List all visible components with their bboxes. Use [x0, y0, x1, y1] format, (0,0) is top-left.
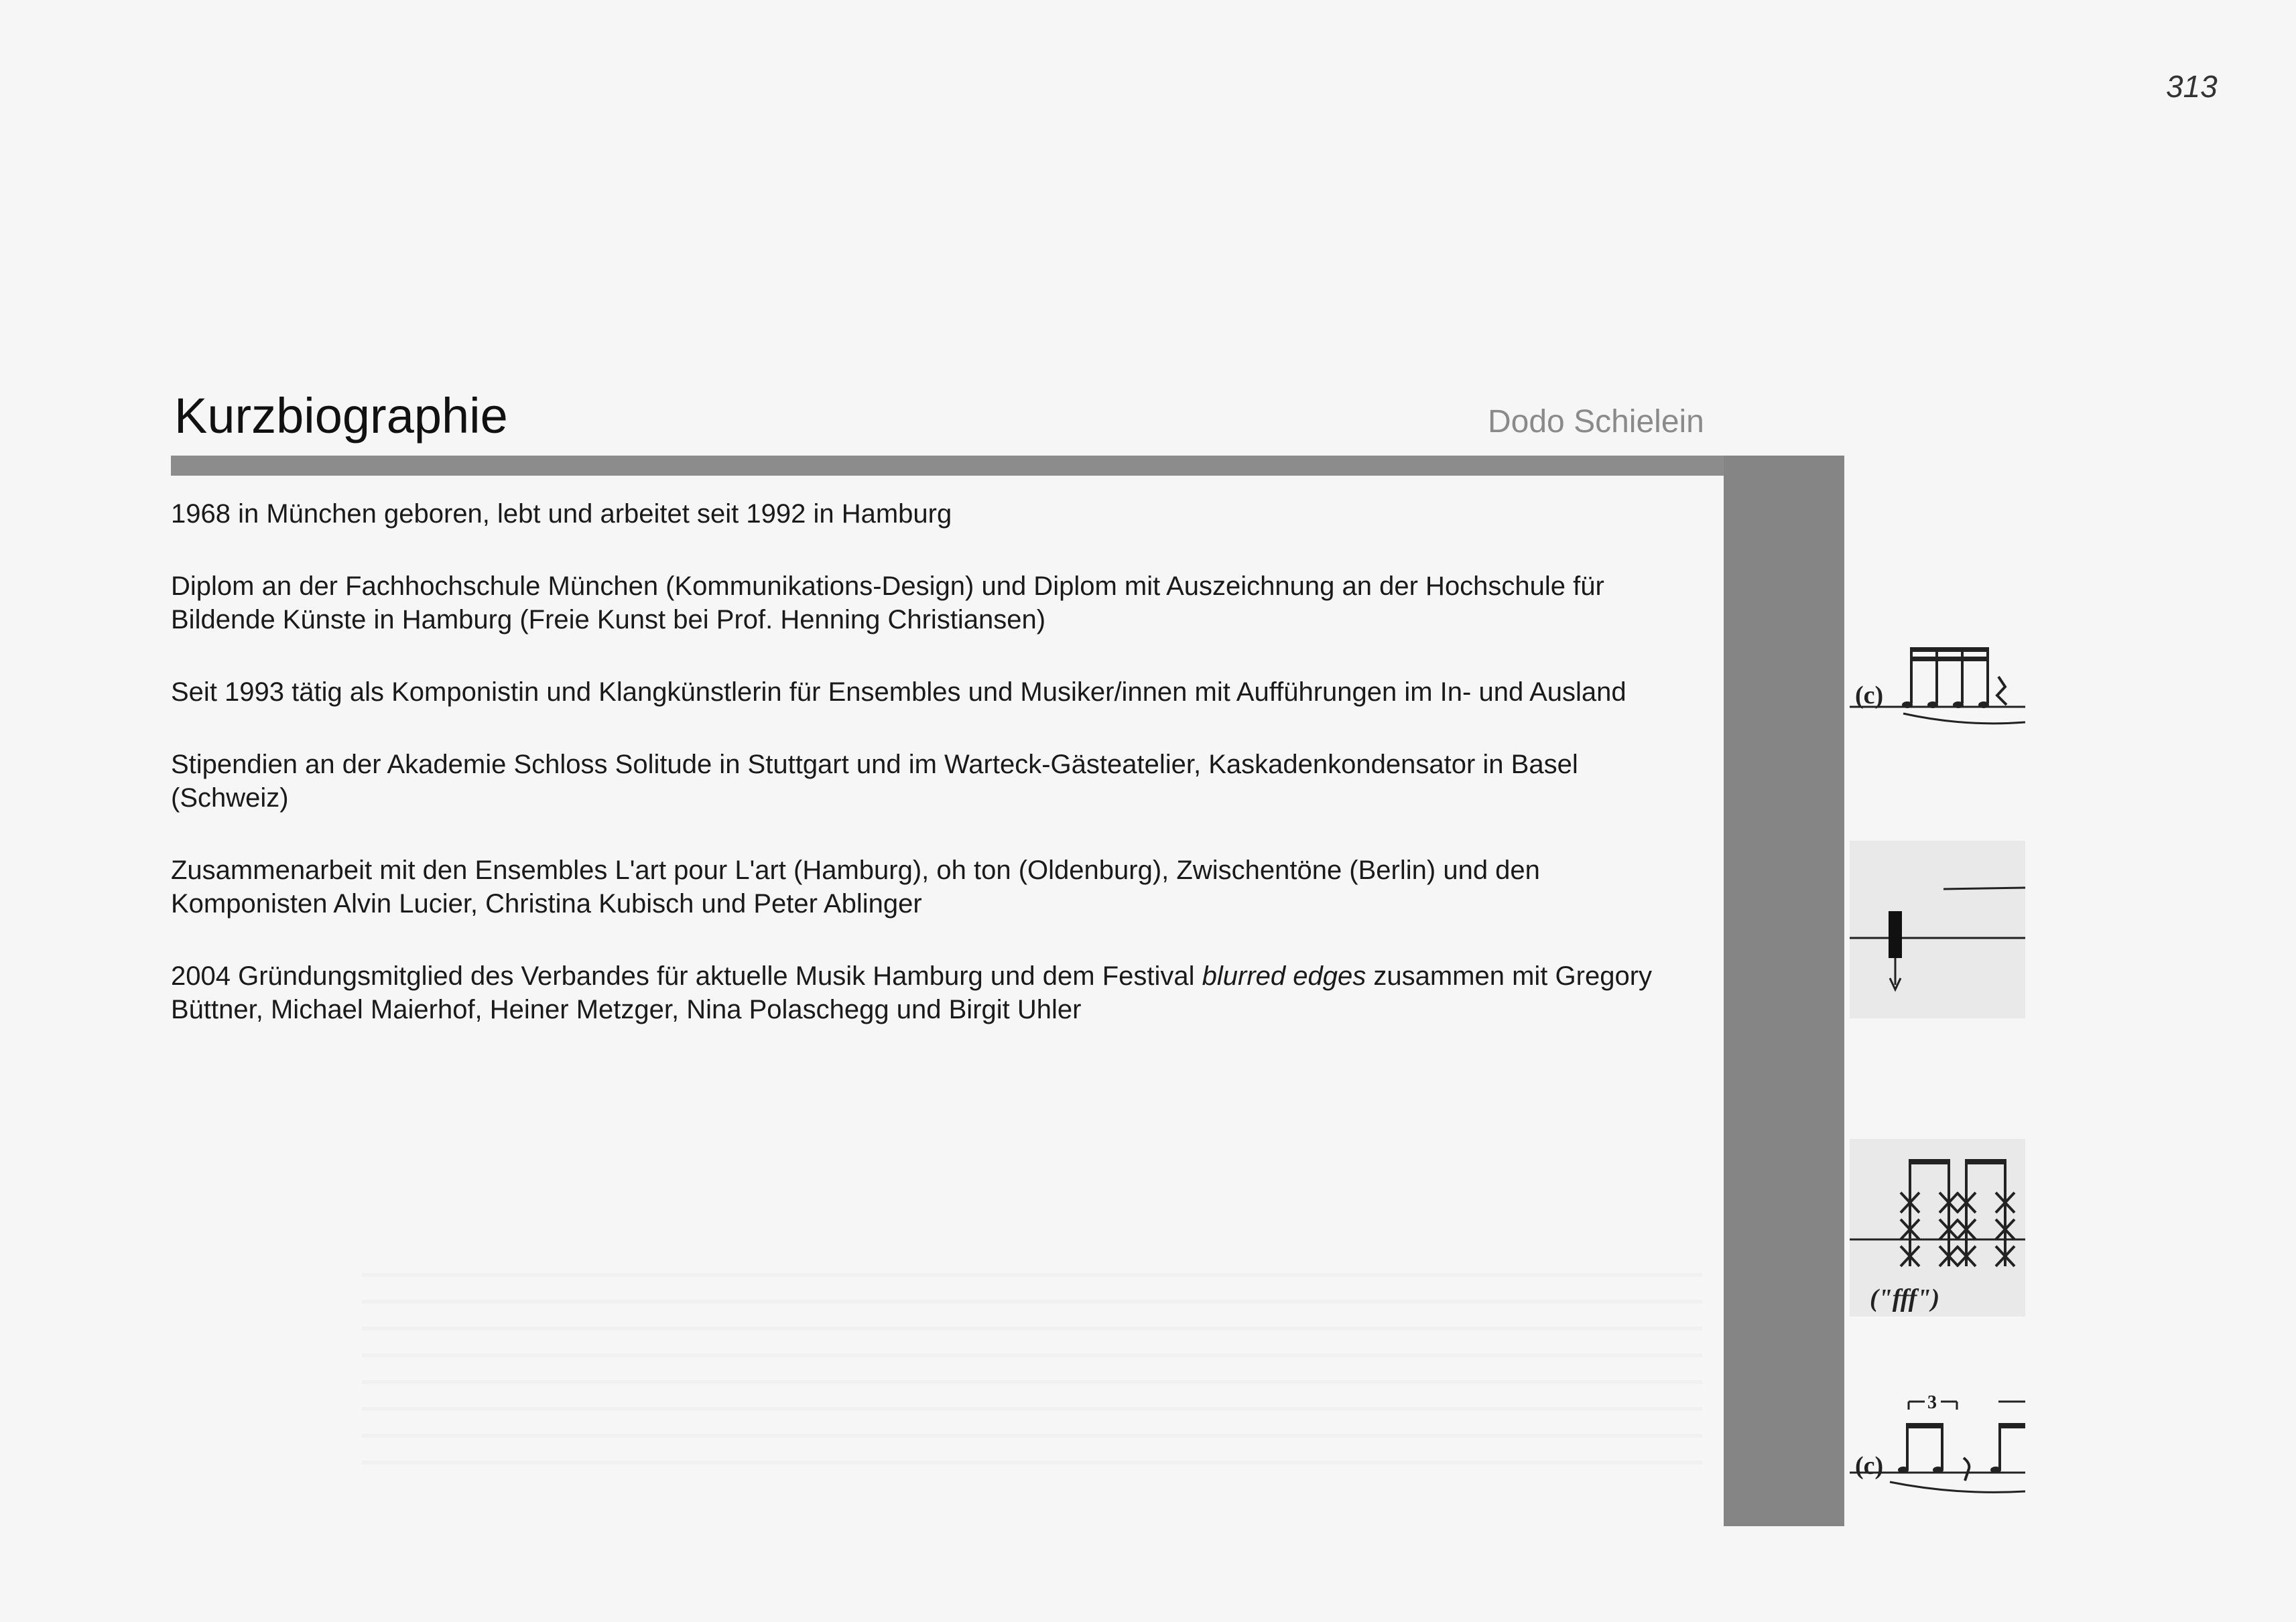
score-mark-c-2: (c) — [1855, 1452, 1884, 1480]
score-fragment-2 — [1850, 841, 2025, 1018]
bio-paragraph-education: Diplom an der Fachhochschule München (Kommunikations-Design) und Diplom mit Auszeichnung an der Hochschule für Bildende Künste in Hamburg (Freie Kunst bei Prof. Henning Christiansen) — [171, 571, 1604, 634]
score-tuplet-3: 3 — [1927, 1394, 1937, 1413]
bio-paragraph-founding — [171, 959, 1685, 1026]
page-title: Kurzbiographie — [174, 388, 508, 444]
score-mark-c: (c) — [1855, 681, 1884, 709]
founding-text-end: zusammen mit Gregory Büttner, Michael Maierhof, Heiner Metzger, Nina Polaschegg und Birgit Uhler — [171, 961, 1653, 1024]
score-fragment-4 — [1850, 1394, 2025, 1514]
bio-paragraph-birth: 1968 in München geboren, lebt und arbeitet seit 1992 in Hamburg — [171, 499, 952, 529]
faint-ghost-text — [362, 1273, 1702, 1474]
score-fragment-3 — [1850, 1139, 2025, 1316]
biography — [171, 497, 1685, 1065]
festival-name: blurred edges — [1202, 961, 1366, 991]
bio-paragraph-career: Seit 1993 tätig als Komponistin und Klangkünstlerin für Ensembles und Musiker/innen mit Aufführungen im In- und Ausland — [171, 677, 1627, 707]
score-mark-fff: ("fff") — [1870, 1284, 1940, 1312]
score-fragment-1 — [1850, 636, 2025, 750]
page-number: 313 — [2166, 69, 2218, 104]
founding-text-start: 2004 Gründungsmitglied des Verbandes für aktuelle Musik Hamburg und dem Festival — [171, 961, 1202, 991]
author-name: Dodo Schielein — [1488, 404, 1704, 440]
bio-paragraph-collaborations: Zusammenarbeit mit den Ensembles L'art pour L'art (Hamburg), oh ton (Oldenburg), Zwischentöne (Berlin) und den Komponisten Alvin Lucier, Christina Kubisch und Peter Ablinger — [171, 856, 1540, 919]
bio-paragraph-scholarships: Stipendien an der Akademie Schloss Solitude in Stuttgart und im Warteck-Gästeatelier, Kaskadenkondensator in Basel (Schweiz) — [171, 750, 1578, 813]
top-rule — [171, 456, 1844, 476]
side-bar — [1724, 456, 1844, 1526]
